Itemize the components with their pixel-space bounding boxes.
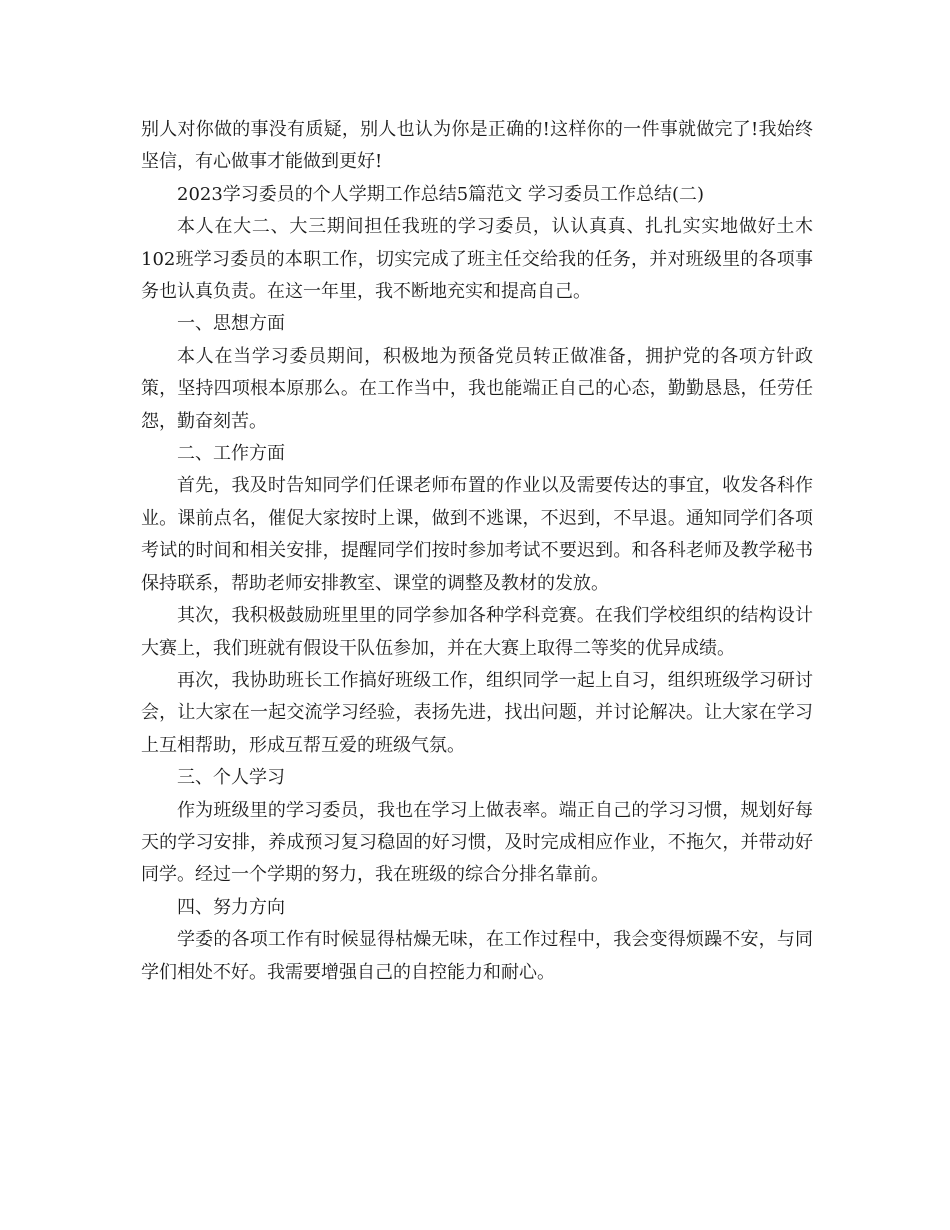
section-heading-thought: 一、思想方面 (177, 313, 285, 335)
paragraph-work-second: 其次，我积极鼓励班里里的同学参加各种学科竞赛。在我们学校组织的结构设计大赛上，我们班就有假设干队伍参加，并在大赛上取得二等奖的优异成绩。 (141, 605, 813, 659)
paragraph-1: 别人对你做的事没有质疑，别人也认为你是正确的!这样你的一件事就做完了!我始终坚信，有心做事才能做到更好! (141, 119, 813, 173)
paragraph-work-first: 首先，我及时告知同学们任课老师布置的作业以及需要传达的事宜，收发各科作业。课前点名，催促大家按时上课，做到不逃课，不迟到，不早退。通知同学们各项考试的时间和相关安排，提醒同学们按时参加考试不要迟到。和各科老师及教学秘书保持联系，帮助老师安排教室、课堂的调整及教材的发放。 (141, 475, 813, 594)
document-body (141, 114, 813, 989)
paragraph-title: 2023学习委员的个人学期工作总结5篇范文 学习委员工作总结(二) (177, 183, 705, 205)
paragraph-thought: 本人在当学习委员期间，积极地为预备党员转正做准备，拥护党的各项方针政策，坚持四项根本原那么。在工作当中，我也能端正自己的心态，勤勤恳恳，任劳任怨，勤奋刻苦。 (141, 345, 813, 432)
paragraph-direction: 学委的各项工作有时候显得枯燥无味，在工作过程中，我会变得烦躁不安，与同学们相处不好。我需要增强自己的自控能力和耐心。 (141, 929, 813, 983)
section-heading-work: 二、工作方面 (177, 443, 285, 465)
paragraph-study: 作为班级里的学习委员，我也在学习上做表率。端正自己的学习习惯，规划好每天的学习安排，养成预习复习稳固的好习惯，及时完成相应作业，不拖欠，并带动好同学。经过一个学期的努力，我在班级的综合分排名靠前。 (141, 799, 813, 886)
paragraph-work-third: 再次，我协助班长工作搞好班级工作，组织同学一起上自习，组织班级学习研讨会，让大家在一起交流学习经验，表扬先进，找出问题，并讨论解决。让大家在学习上互相帮助，形成互帮互爱的班级气氛。 (141, 669, 813, 756)
section-heading-study: 三、个人学习 (177, 767, 285, 789)
paragraph-intro: 本人在大二、大三期间担任我班的学习委员，认认真真、扎扎实实地做好土木102班学习委员的本职工作，切实完成了班主任交给我的任务，并对班级里的各项事务也认真负责。在这一年里，我不断地充实和提高自己。 (141, 216, 813, 303)
section-heading-direction: 四、努力方向 (177, 896, 285, 918)
